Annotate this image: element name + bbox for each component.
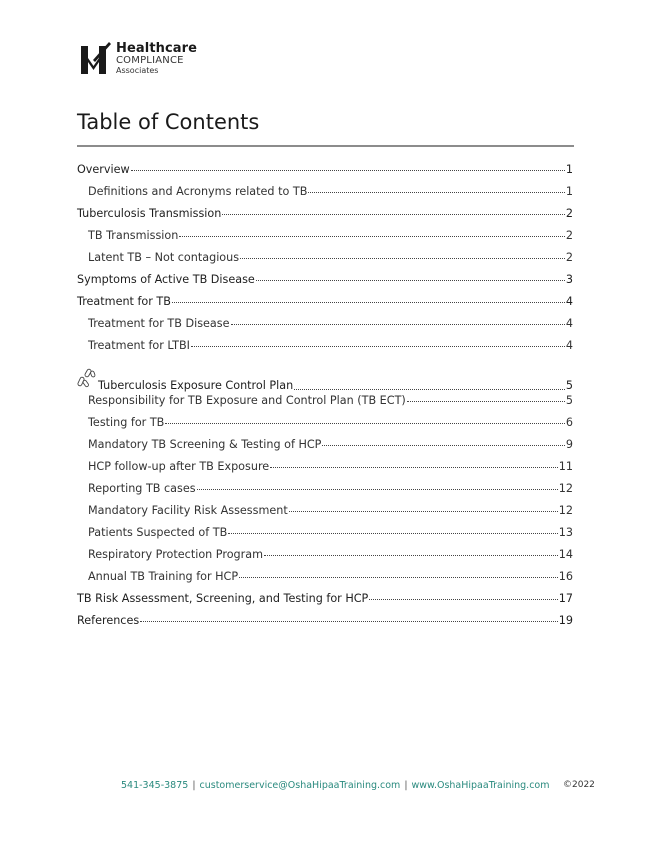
- toc-entry[interactable]: [77, 295, 573, 317]
- toc-leader-dots: [140, 621, 558, 622]
- toc-page-number: 4: [565, 295, 573, 308]
- toc-entry-label: References: [77, 614, 140, 627]
- toc-entry[interactable]: [77, 229, 573, 251]
- toc-entry-label: Overview: [77, 163, 130, 176]
- toc-entry-label: Definitions and Acronyms related to TB: [88, 185, 308, 198]
- page-title: Table of Contents: [77, 110, 260, 134]
- toc-leader-dots: [228, 533, 557, 534]
- toc-entry-label: Treatment for TB Disease: [88, 317, 230, 330]
- toc-leader-dots: [179, 236, 565, 237]
- toc-entry[interactable]: [77, 317, 573, 339]
- toc-entry[interactable]: [77, 394, 573, 416]
- toc-entry-label: Mandatory Facility Risk Assessment: [88, 504, 288, 517]
- copyright-notice: ©2022: [563, 780, 595, 790]
- toc-entry-label: HCP follow-up after TB Exposure: [88, 460, 270, 473]
- toc-entry-label: Mandatory TB Screening & Testing of HCP: [88, 438, 322, 451]
- toc-entry-label: Responsibility for TB Exposure and Control Plan (TB ECT): [88, 394, 406, 407]
- toc-leader-dots: [222, 214, 565, 215]
- toc-leader-dots: [165, 423, 565, 424]
- bacteria-icon: [77, 368, 97, 390]
- toc-entry[interactable]: [77, 526, 573, 548]
- toc-page-number: 1: [565, 163, 573, 176]
- toc-leader-dots: [256, 280, 565, 281]
- toc-page-number: 3: [565, 273, 573, 286]
- toc-leader-dots: [131, 170, 565, 171]
- toc-entry[interactable]: [77, 207, 573, 229]
- toc-entry[interactable]: [77, 460, 573, 482]
- toc-entry-label: Patients Suspected of TB: [88, 526, 228, 539]
- toc-entry-label: TB Risk Assessment, Screening, and Testing for HCP: [77, 592, 369, 605]
- toc-leader-dots: [197, 489, 558, 490]
- footer-separator: |: [192, 780, 196, 791]
- toc-entry[interactable]: [77, 251, 573, 273]
- toc-page-number: 1: [565, 185, 573, 198]
- logo-line-2: COMPLIANCE: [116, 54, 184, 66]
- toc-leader-dots: [322, 445, 564, 446]
- toc-entry-label: Annual TB Training for HCP: [88, 570, 239, 583]
- toc-page-number: 13: [558, 526, 573, 539]
- toc-leader-dots: [231, 324, 565, 325]
- toc-page-number: 9: [565, 438, 573, 451]
- toc-leader-dots: [294, 389, 565, 390]
- toc-page-number: 4: [565, 317, 573, 330]
- toc-entry-label: Treatment for TB: [77, 295, 171, 308]
- toc-page-number: 14: [558, 548, 573, 561]
- toc-entry[interactable]: [77, 416, 573, 438]
- toc-page-number: 2: [565, 251, 573, 264]
- toc-entry-label: Tuberculosis Exposure Control Plan: [98, 379, 294, 392]
- toc-entry-label: Symptoms of Active TB Disease: [77, 273, 255, 286]
- toc-leader-dots: [191, 346, 565, 347]
- toc-entry[interactable]: [77, 504, 573, 526]
- toc-entry[interactable]: [77, 482, 573, 504]
- title-divider: [77, 145, 574, 147]
- toc-entry[interactable]: [77, 163, 573, 185]
- toc-leader-dots: [264, 555, 558, 556]
- toc-page-number: 2: [565, 229, 573, 242]
- toc-entry[interactable]: [77, 339, 573, 361]
- toc-entry[interactable]: [77, 185, 573, 207]
- toc-page-number: 2: [565, 207, 573, 220]
- logo-line-3: Associates: [116, 65, 159, 75]
- toc-leader-dots: [289, 511, 558, 512]
- toc-page-number: 12: [558, 504, 573, 517]
- company-logo: [79, 40, 197, 76]
- toc-leader-dots: [270, 467, 558, 468]
- toc-entry[interactable]: [77, 592, 573, 614]
- toc-entry-label: TB Transmission: [88, 229, 179, 242]
- toc-leader-dots: [240, 258, 565, 259]
- toc-page-number: 6: [565, 416, 573, 429]
- toc-page-number: 12: [558, 482, 573, 495]
- toc-entry[interactable]: [77, 273, 573, 295]
- toc-entry-label: Latent TB – Not contagious: [88, 251, 240, 264]
- toc-entry[interactable]: [77, 614, 573, 636]
- toc-leader-dots: [308, 192, 564, 193]
- toc-entry-label: Respiratory Protection Program: [88, 548, 264, 561]
- toc-page-number: 19: [558, 614, 573, 627]
- footer-email[interactable]: customerservice@OshaHipaaTraining.com: [199, 780, 401, 791]
- toc-entry[interactable]: [77, 548, 573, 570]
- logo-line-1: Healthcare: [116, 40, 198, 56]
- toc-page-number: 11: [558, 460, 573, 473]
- toc-entry-label: Treatment for LTBI: [88, 339, 190, 352]
- toc-page-number: 5: [565, 379, 573, 392]
- footer-contact: [121, 780, 550, 791]
- footer-separator: |: [404, 780, 408, 791]
- toc-entry[interactable]: [77, 570, 573, 592]
- toc-leader-dots: [239, 577, 558, 578]
- toc-entry-label: Reporting TB cases: [88, 482, 196, 495]
- toc-entry[interactable]: [77, 438, 573, 460]
- toc-entry[interactable]: [77, 361, 573, 394]
- toc-leader-dots: [369, 599, 557, 600]
- footer-website[interactable]: www.OshaHipaaTraining.com: [411, 780, 550, 791]
- toc-entry-label: Testing for TB: [88, 416, 165, 429]
- toc-page-number: 4: [565, 339, 573, 352]
- toc-page-number: 16: [558, 570, 573, 583]
- toc-entry-label: Tuberculosis Transmission: [77, 207, 222, 220]
- toc-page-number: 5: [565, 394, 573, 407]
- table-of-contents: [77, 163, 573, 636]
- toc-leader-dots: [407, 401, 565, 402]
- toc-leader-dots: [172, 302, 565, 303]
- toc-page-number: 17: [558, 592, 573, 605]
- logo-mark-icon: [79, 40, 113, 76]
- footer-phone[interactable]: 541-345-3875: [121, 780, 189, 791]
